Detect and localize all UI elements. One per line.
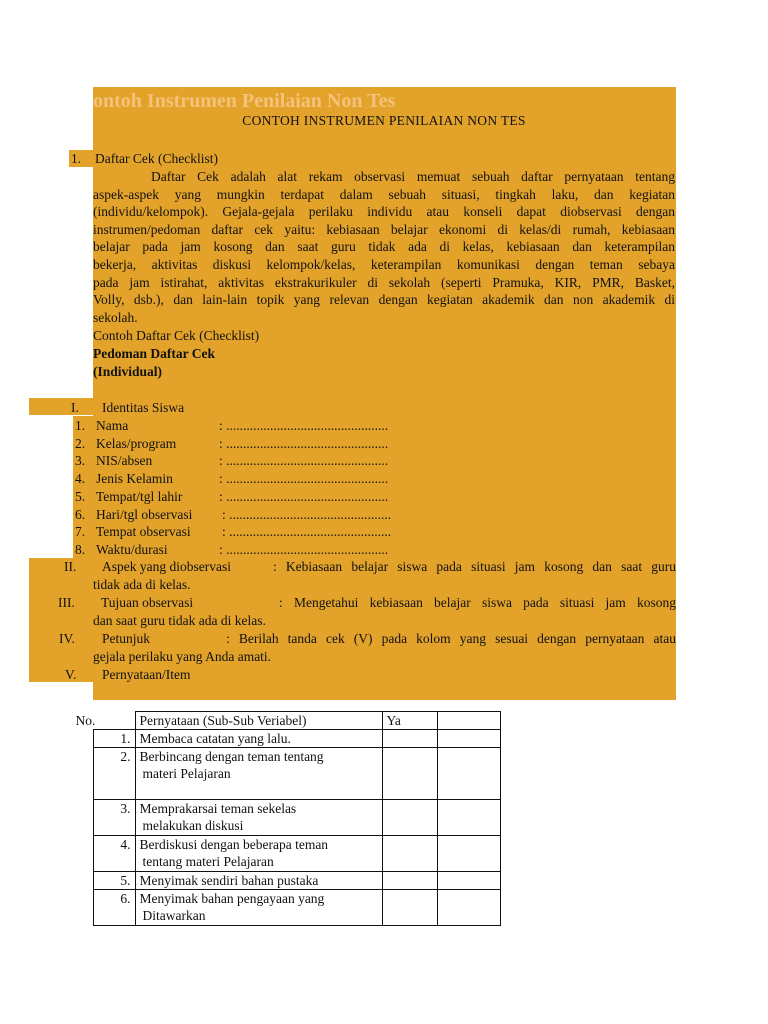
paragraph-line: bekerja, aktivitas diskusi kelompok/kelas, keterampilan komunikasi dengan teman sebaya [93,256,675,272]
row-statement [135,890,382,926]
checklist-description [93,168,675,326]
row-number: 6. [94,890,136,926]
field-value: : ................................................ [219,418,389,433]
row-statement [135,748,382,800]
header-no: No. [76,712,118,730]
field-number: 8. [75,541,86,557]
table-row [94,872,501,890]
section-continuation: gejala perilaku yang Anda amati. [93,649,272,664]
paragraph-line: instrumen/pedoman daftar cek yaitu: kebiasaan belajar ekonomi di kelas/di rumah, kebiasaan [93,221,675,237]
header-extra [437,712,500,730]
section-text: : Berilah tanda cek (V) pada kolom yang sesuai dengan pernyataan atau [226,631,676,646]
row-statement [135,836,382,872]
field-label: NIS/absen [96,453,153,469]
paragraph-line: pada jam istirahat, aktivitas ekstrakurikuler di sekolah (seperti Pramuka, KIR, PMR, Basket, [93,274,675,290]
check-cell-extra[interactable] [437,800,500,836]
statement-line: Menyimak sendiri bahan pustaka [139,873,319,888]
field-value: : ................................................ [219,541,389,557]
table-row [94,730,501,748]
check-cell-extra[interactable] [437,890,500,926]
check-cell-yes[interactable] [382,836,437,872]
check-cell-yes[interactable] [382,890,437,926]
identity-heading: Identitas Siswa [102,400,185,415]
identity-roman: I. [71,400,79,415]
header-yes: Ya [382,712,437,730]
document-title: ontoh Instrumen Penilaian Non Tes [93,90,396,112]
check-cell-yes[interactable] [382,800,437,836]
statement-line: Memprakarsai teman sekelas [139,801,297,816]
check-cell-extra[interactable] [437,872,500,890]
table-row [94,748,501,800]
statement-line: Ditawarkan [142,908,206,923]
field-number: 2. [75,435,86,451]
field-value: : ................................................ [222,524,392,540]
field-label: Tempat observasi [96,524,191,540]
field-label: Nama [96,418,129,433]
section-text: : Mengetahui kebiasaan belajar siswa pada situasi jam kosong [279,595,676,610]
statement-line: tentang materi Pelajaran [142,854,274,869]
row-number: 3. [94,800,136,836]
row-number: 2. [94,748,136,800]
field-label: Tempat/tgl lahir [96,488,183,504]
row-number: 5. [94,872,136,890]
statement-line: materi Pelajaran [142,766,231,781]
section-continuation: dan saat guru tidak ada di kelas. [93,613,266,628]
paragraph-line: Daftar Cek adalah alat rekam observasi memuat sebuah daftar pernyataan tentang [151,169,675,184]
check-cell-yes[interactable] [382,730,437,748]
table-row [94,836,501,872]
row-statement [135,800,382,836]
table-row [94,800,501,836]
section-1-number: 1. [71,151,82,166]
field-number: 3. [75,453,86,469]
field-label: Jenis Kelamin [96,471,173,487]
check-cell-extra[interactable] [437,730,500,748]
paragraph-line: aspek-aspek yang mungkin terdapat dalam sebuah situasi, tingkah laku, dan kegiatan [93,186,675,202]
example-label: Contoh Daftar Cek (Checklist) [93,328,260,343]
row-statement [135,872,382,890]
section-roman: II. [64,559,77,574]
row-statement [135,730,382,748]
highlight-sections [29,558,93,682]
paragraph-line: sekolah. [93,309,138,325]
statement-line: Berdiskusi dengan beberapa teman [139,837,329,852]
paragraph-line: (individu/kelompok). Gejala-gejala perilaku individu atau konseli dapat diobservasi dengan [93,204,675,220]
document-subtitle: CONTOH INSTRUMEN PENILAIAN NON TES [242,113,526,128]
field-number: 7. [75,524,86,540]
field-value: : ................................................ [222,506,392,522]
section-label: Pernyataan/Item [102,667,191,682]
section-roman: IV. [59,631,75,646]
statement-line: Menyimak bahan pengayaan yang [139,891,325,906]
table-row [94,890,501,926]
section-label: Aspek yang diobservasi [102,559,231,574]
field-label: Kelas/program [96,435,177,451]
field-value: : ................................................ [219,453,389,469]
statement-line: Berbincang dengan teman tentang [139,749,324,764]
paragraph-line: Volly, dsb.), dan lain-lain topik yang relevan dengan kegiatan akademik dan non akademik di [93,292,675,308]
field-value: : ................................................ [219,471,389,487]
header-statement: Pernyataan (Sub-Sub Veriabel) [135,712,382,730]
check-cell-extra[interactable] [437,836,500,872]
field-label: Waktu/durasi [96,541,168,557]
section-continuation: tidak ada di kelas. [93,577,191,592]
check-cell-yes[interactable] [382,748,437,800]
guide-subtitle: (Individual) [93,364,163,379]
row-number: 1. [94,730,136,748]
statement-line: Membaca catatan yang lalu. [139,731,291,746]
section-roman: V. [65,667,77,682]
check-cell-extra[interactable] [437,748,500,800]
field-value: : ................................................ [219,435,389,451]
guide-title: Pedoman Daftar Cek [93,346,215,361]
paragraph-line: belajar pada jam kosong dan saat guru tidak ada di kelas, kebiasaan dan keterampilan [93,239,675,255]
field-number: 5. [75,488,86,504]
section-roman: III. [58,595,75,610]
table-header-row [94,712,501,730]
field-number: 4. [75,471,86,487]
field-number: 6. [75,506,86,522]
statement-line: melakukan diskusi [142,818,244,833]
field-number: 1. [75,418,86,433]
section-label: Tujuan observasi [101,595,194,610]
highlight-identity [29,398,93,415]
section-label: Petunjuk [102,631,151,646]
section-text: : Kebiasaan belajar siswa pada situasi jam kosong dan saat guru [273,559,676,574]
section-1-heading: Daftar Cek (Checklist) [95,151,218,166]
field-label: Hari/tgl observasi [96,506,193,522]
row-number: 4. [94,836,136,872]
check-cell-yes[interactable] [382,872,437,890]
checklist-table [75,711,501,926]
field-value: : ................................................ [219,488,389,504]
